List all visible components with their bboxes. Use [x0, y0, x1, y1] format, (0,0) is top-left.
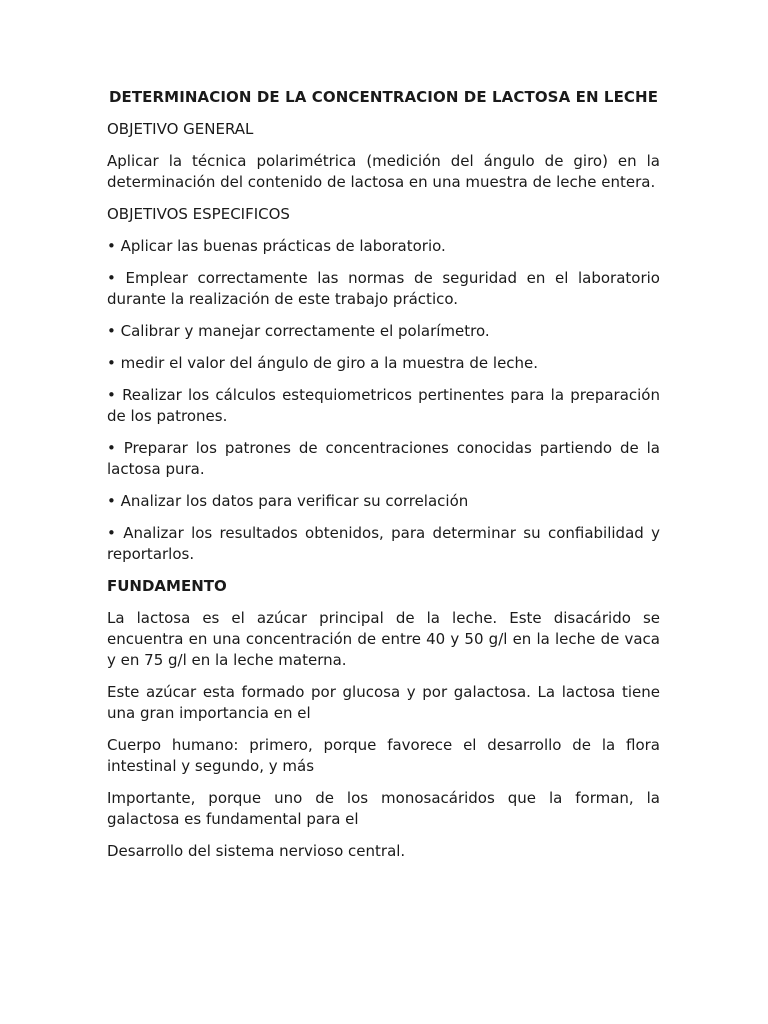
list-item	[107, 491, 660, 512]
fundamento-paragraph: La lactosa es el azúcar principal de la leche. Este disacárido se encuentra en una concentración de entre 40 y 50 g/l en la leche de vaca y en 75 g/l en la leche materna.	[107, 609, 660, 669]
bullet-icon: •	[107, 237, 116, 255]
bullet-icon: •	[107, 492, 116, 510]
bullet-icon: •	[107, 354, 116, 372]
objetivo-general-text: Aplicar la técnica polarimétrica (medición del ángulo de giro) en la determinación del contenido de lactosa en una muestra de leche entera.	[107, 152, 660, 191]
list-item	[107, 321, 660, 342]
list-item-text: Realizar los cálculos estequiometricos pertinentes para la preparación de los patrones.	[107, 386, 660, 425]
list-item-text: Analizar los resultados obtenidos, para determinar su confiabilidad y reportarlos.	[107, 524, 660, 563]
list-item	[107, 523, 660, 565]
bullet-icon: •	[107, 322, 116, 340]
list-item	[107, 236, 660, 257]
fundamento-paragraph: Importante, porque uno de los monosacáridos que la forman, la galactosa es fundamental para el	[107, 789, 660, 828]
fundamento-paragraph: Cuerpo humano: primero, porque favorece el desarrollo de la flora intestinal y segundo, y más	[107, 736, 660, 775]
bullet-icon: •	[107, 439, 116, 457]
list-item-text: Preparar los patrones de concentraciones conocidas partiendo de la lactosa pura.	[107, 439, 660, 478]
fundamento-paragraph: Este azúcar esta formado por glucosa y por galactosa. La lactosa tiene una gran importancia en el	[107, 683, 660, 722]
list-item-text: Emplear correctamente las normas de seguridad en el laboratorio durante la realización de este trabajo práctico.	[107, 269, 660, 308]
list-item-text: Aplicar las buenas prácticas de laboratorio.	[120, 237, 446, 255]
list-item	[107, 353, 660, 374]
objetivos-especificos-heading: OBJETIVOS ESPECIFICOS	[107, 205, 290, 223]
document-title: DETERMINACION DE LA CONCENTRACION DE LACTOSA EN LECHE	[108, 88, 659, 106]
bullet-icon: •	[107, 269, 116, 287]
fundamento-heading: FUNDAMENTO	[107, 577, 227, 595]
objetivo-general-heading: OBJETIVO GENERAL	[107, 120, 254, 138]
bullet-icon: •	[107, 524, 116, 542]
fundamento-paragraph: Desarrollo del sistema nervioso central.	[107, 842, 406, 860]
bullet-icon: •	[107, 386, 116, 404]
list-item	[107, 438, 660, 480]
list-item-text: Analizar los datos para verificar su correlación	[120, 492, 469, 510]
list-item	[107, 268, 660, 310]
list-item-text: medir el valor del ángulo de giro a la muestra de leche.	[120, 354, 539, 372]
list-item-text: Calibrar y manejar correctamente el polarímetro.	[120, 322, 490, 340]
list-item	[107, 385, 660, 427]
objetivos-especificos-list	[107, 236, 660, 565]
